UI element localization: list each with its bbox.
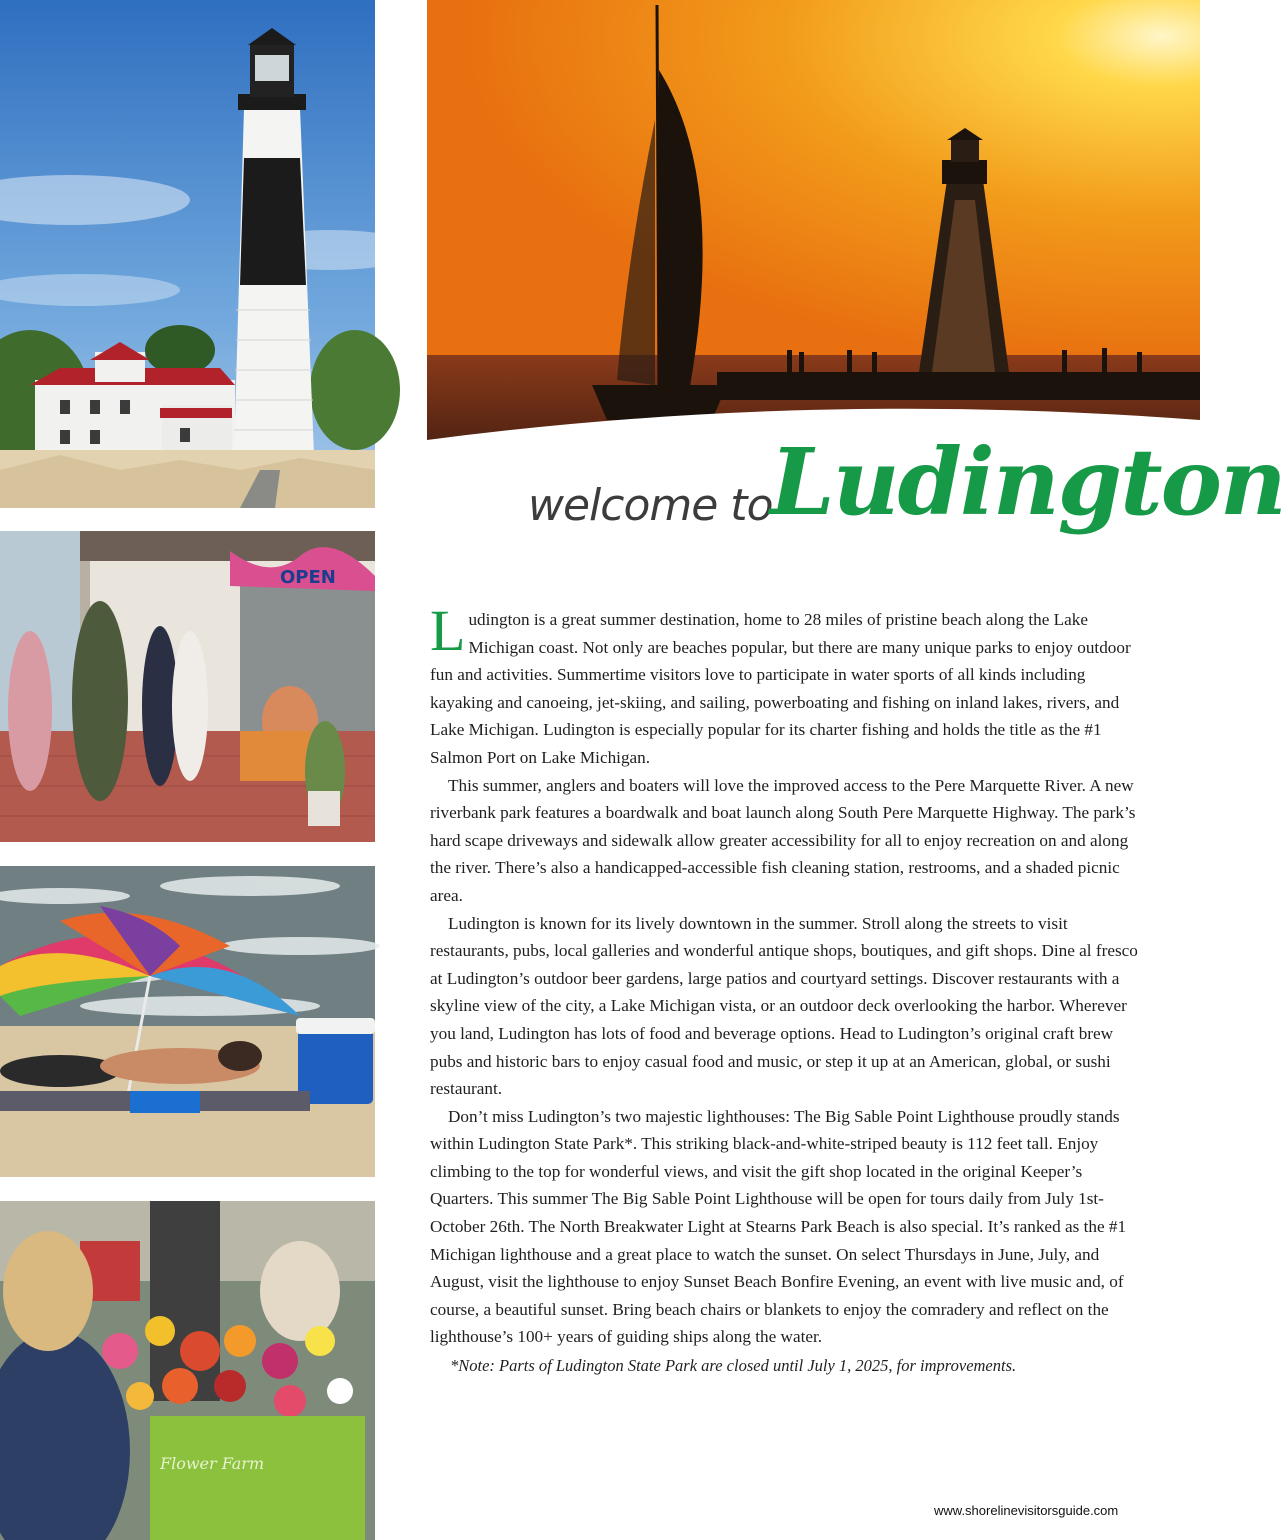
footnote: *Note: Parts of Ludington State Park are closed until July 1, 2025, for improvements.: [450, 1356, 1017, 1375]
downtown-street-photo: [0, 531, 375, 842]
headline-welcome: welcome to: [528, 480, 773, 531]
article-paragraph: Ludington is a great summer destination, home to 28 miles of pristine beach along the Lake Michigan coast. Not only are beaches popular, but there are many unique parks to enjoy outdoor fun and activities. Summertime visitors love to participate in water sports of all kinds including kayaking and canoeing, jet-skiing, and sailing, powerboating and fishing on inland lakes, rivers, and Lake Michigan. Ludington is especially popular for its charter fishing and holds the title as the #1 Salmon Port on Lake Michigan.: [430, 598, 1131, 767]
article-paragraph: This summer, anglers and boaters will love the improved access to the Pere Marquette River. A new riverbank park features a boardwalk and boat launch along South Pere Marquette Highway. The park’s hard scape driveways and sidewalk allow greater accessibility for all to enjoy recreation on and along the river. There’s also a handicapped-accessible fish cleaning station, restrooms, and a shaded picnic area.: [430, 775, 1136, 905]
article-paragraph: Don’t miss Ludington’s two majestic lighthouses: The Big Sable Point Lighthouse proudly stands within Ludington State Park*. This striking black-and-white-striped beauty is 112 feet tall. Enjoy climbing to the top for wonderful views, and visit the gift shop located in the original Keeper’s Quarters. This summer The Big Sable Point Lighthouse will be open for tours daily from July 1st-October 26th. The North Breakwater Light at Stearns Park Beach is also special. It’s ranked as the #1 Michigan lighthouse and a great place to watch the sunset. On select Thursdays in June, July, and August, visit the lighthouse to enjoy Sunset Beach Bonfire Evening, an event with live music and, of course, a beautiful sunset. Bring beach chairs or blankets to enjoy the comradery and reflect on the lighthouse’s 100+ years of guiding ships along the water.: [430, 1106, 1127, 1347]
sunset-breakwater-photo: [427, 0, 1200, 480]
website-url[interactable]: www.shorelinevisitorsguide.com: [934, 1503, 1119, 1518]
svg-text:Flower Farm: Flower Farm: [160, 1454, 265, 1473]
article-body: [430, 598, 1140, 1351]
article-paragraph: Ludington is known for its lively downtown in the summer. Stroll along the streets to visit restaurants, pubs, local galleries and wonderful antique shops, boutiques, and gift shops. Dine al fresco at Ludington’s outdoor beer gardens, large patios and courtyard settings. Discover restaurants with a skyline view of the city, a Lake Michigan vista, or an outdoor deck overlooking the harbor. Wherever you land, Ludington has lots of food and beverage options. Head to Ludington’s original craft brew pubs and historic bars to enjoy casual food and music, or step it up at an American, global, or sushi restaurant.: [430, 913, 1138, 1099]
flower-market-photo: [0, 1201, 375, 1540]
drop-cap: L: [430, 598, 466, 663]
big-sable-lighthouse-photo: [0, 0, 375, 508]
headline-city: Ludington: [770, 428, 1285, 536]
svg-text:OPEN: OPEN: [280, 567, 336, 588]
beach-umbrella-photo: [0, 866, 375, 1177]
